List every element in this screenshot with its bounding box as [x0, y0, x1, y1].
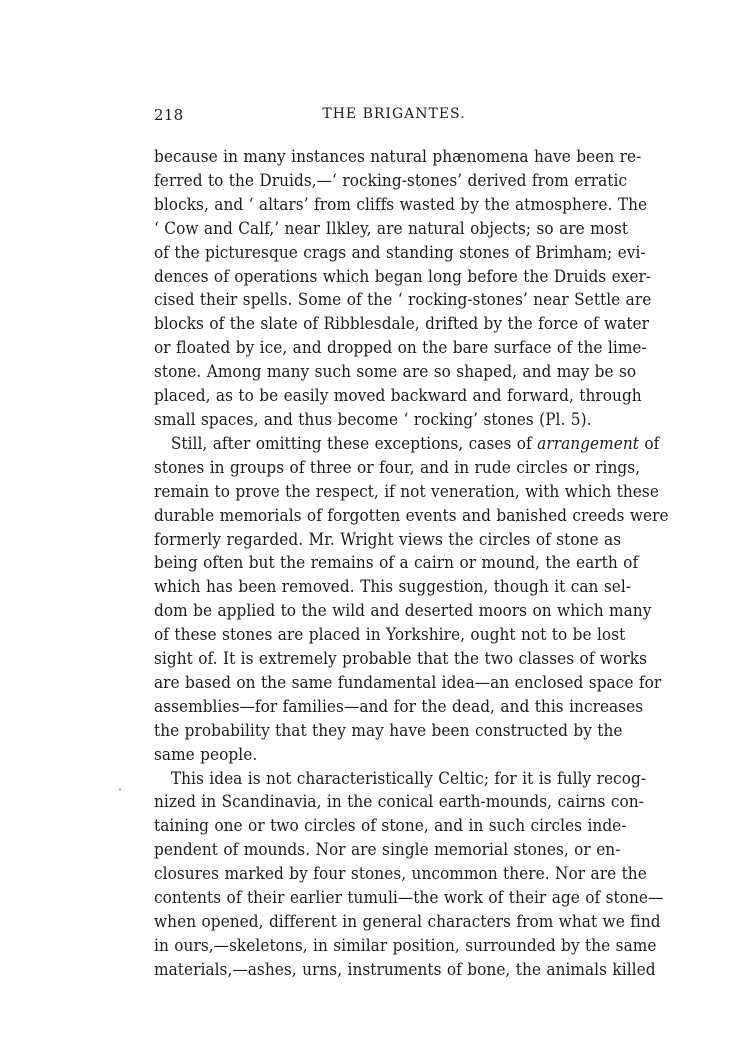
text-line: small spaces, and thus become ‘ rocking’ stones (Pl. 5).	[154, 409, 592, 429]
text-line: dom be applied to the wild and deserted moors on which many	[154, 601, 652, 621]
text-fragment: Still, after omitting these exceptions, cases of	[170, 433, 538, 453]
text-fragment: of	[639, 433, 660, 453]
text-line: closures marked by four stones, uncommon there. Nor are the	[154, 864, 647, 884]
text-line: durable memorials of forgotten events and banished creeds were	[154, 505, 669, 525]
text-line: placed, as to be easily moved backward and forward, through	[154, 386, 642, 406]
text-line: the probability that they may have been constructed by the	[154, 720, 623, 740]
text-line: cised their spells. Some of the ‘ rocking-stones’ near Settle are	[154, 290, 652, 310]
text-line: ferred to the Druids,—‘ rocking-stones’ derived from erratic	[154, 170, 628, 190]
text-line: ‘ Cow and Calf,’ near Ilkley, are natural objects; so are most	[154, 218, 629, 238]
paper-speck	[119, 788, 121, 791]
text-line: dences of operations which began long before the Druids exer-	[154, 266, 652, 286]
text-line: stones in groups of three or four, and in rude circles or rings,	[154, 457, 641, 477]
text-line: formerly regarded. Mr. Wright views the circles of stone as	[154, 529, 622, 549]
text-line: blocks of the slate of Ribblesdale, drifted by the force of water	[154, 314, 650, 334]
text-line: blocks, and ‘ altars’ from cliffs wasted by the atmosphere. The	[154, 194, 648, 214]
text-line: taining one or two circles of stone, and in such circles inde-	[154, 816, 627, 836]
text-line: remain to prove the respect, if not veneration, with which these	[154, 481, 659, 501]
text-line: sight of. It is extremely probable that the two classes of works	[154, 649, 647, 669]
text-line: because in many instances natural phænomena have been re-	[154, 147, 642, 166]
text-line: of the picturesque crags and standing stones of Brimham; evi-	[154, 242, 646, 262]
body-text	[154, 145, 669, 982]
running-head: THE BRIGANTES.	[322, 106, 466, 122]
text-line: materials,—ashes, urns, instruments of bone, the animals killed	[154, 959, 656, 979]
text-line: are based on the same fundamental idea—an enclosed space for	[154, 672, 662, 692]
text-line: being often but the remains of a cairn or mound, the earth of	[154, 553, 639, 573]
text-line: of these stones are placed in Yorkshire, ought not to be lost	[154, 625, 626, 645]
text-line: which has been removed. This suggestion, though it can sel-	[154, 577, 632, 597]
text-line: stone. Among many such some are so shaped, and may be so	[154, 362, 637, 382]
text-line: This idea is not characteristically Celtic; for it is fully recog-	[170, 768, 647, 788]
text-line: when opened, different in general characters from what we find	[154, 912, 661, 931]
text-line	[154, 432, 660, 456]
text-line: assemblies—for families—and for the dead, and this increases	[154, 696, 644, 716]
text-line: nized in Scandinavia, in the conical earth-mounds, cairns con-	[154, 792, 644, 812]
page-header	[154, 106, 608, 126]
text-line: in ours,—skeletons, in similar position, surrounded by the same	[154, 935, 657, 955]
text-line: or floated by ice, and dropped on the bare surface of the lime-	[154, 338, 647, 358]
emphasis-text: arrangement	[537, 433, 640, 453]
text-line: same people.	[154, 744, 258, 764]
text-line: pendent of mounds. Nor are single memorial stones, or en-	[154, 840, 621, 860]
page-number: 218	[154, 106, 184, 124]
text-line: contents of their earlier tumuli—the work of their age of stone—	[154, 888, 664, 908]
